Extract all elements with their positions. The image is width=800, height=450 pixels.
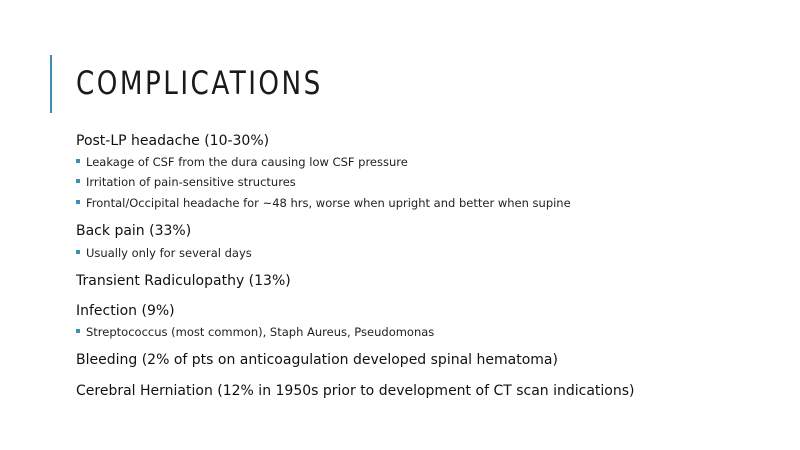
- bullet-marker: [76, 179, 80, 183]
- sub-bullet-csf-leakage: Leakage of CSF from the dura causing low CSF pressure: [76, 155, 408, 169]
- sub-bullet-irritation: Irritation of pain-sensitive structures: [76, 175, 296, 189]
- sub-bullet-several-days: Usually only for several days: [76, 246, 252, 260]
- bullet-marker: [76, 200, 80, 204]
- bullet-cerebral-herniation: Cerebral Herniation (12% in 1950s prior to development of CT scan indications): [76, 383, 635, 399]
- sub-bullet-frontal-occipital: Frontal/Occipital headache for ~48 hrs, worse when upright and better when supine: [76, 196, 571, 210]
- bullet-radiculopathy: Transient Radiculopathy (13%): [76, 273, 291, 289]
- bullet-post-lp-headache: Post-LP headache (10-30%): [76, 133, 270, 149]
- bullet-marker: [76, 250, 80, 254]
- bullet-marker: [76, 159, 80, 163]
- slide-title: COMPLICATIONS: [76, 64, 323, 102]
- sub-bullet-pathogens: Streptococcus (most common), Staph Aureus, Pseudomonas: [76, 325, 434, 339]
- bullet-infection: Infection (9%): [76, 303, 175, 319]
- bullet-back-pain: Back pain (33%): [76, 223, 192, 239]
- bullet-marker: [76, 329, 80, 333]
- title-accent-bar: [50, 55, 52, 113]
- bullet-bleeding: Bleeding (2% of pts on anticoagulation developed spinal hematoma): [76, 352, 558, 368]
